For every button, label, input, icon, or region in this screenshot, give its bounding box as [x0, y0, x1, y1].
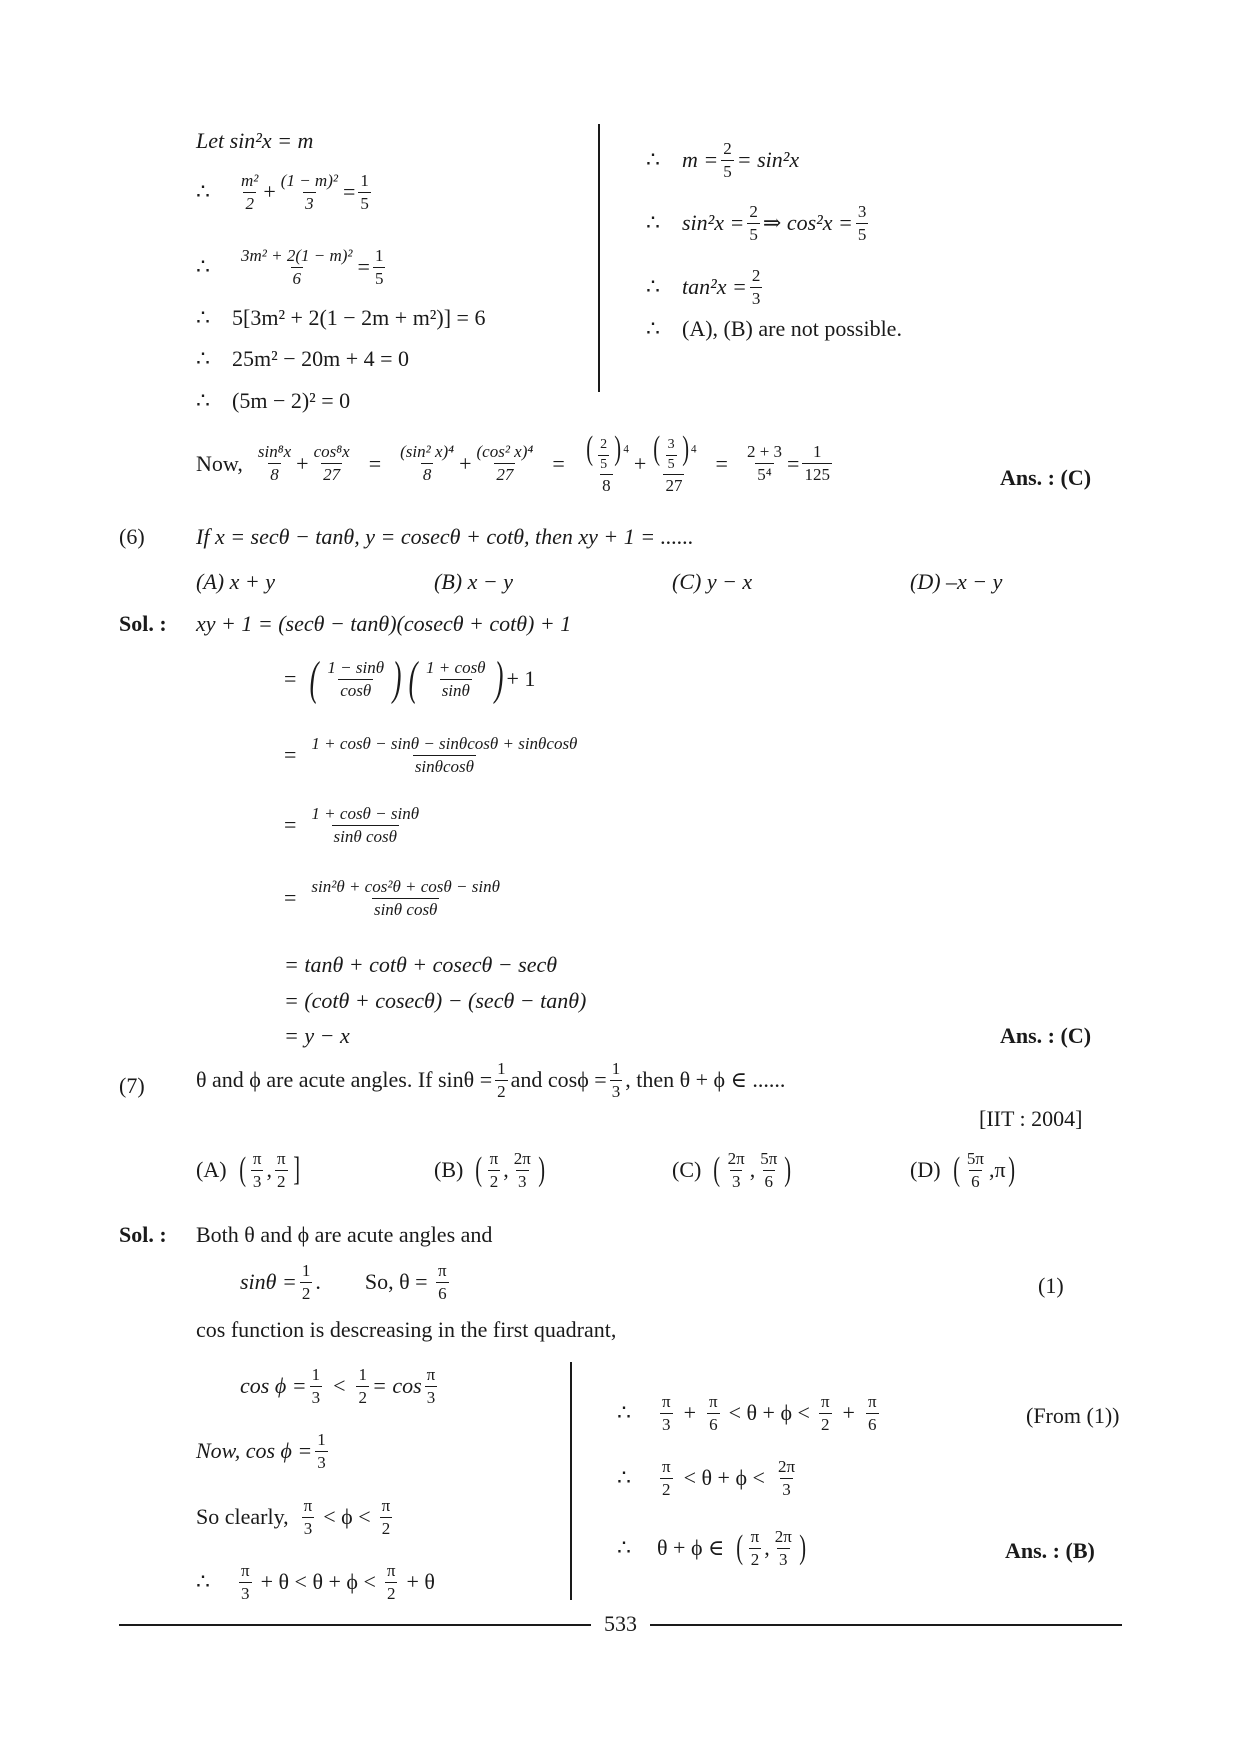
sol7-l2: Now, cos ϕ = $\frac{1}{3}$ [196, 1430, 326, 1472]
step2: ∴ $\frac{\text{3m² + 2(1 − m)²}}{6}$ = $\frac{1}{5}$ [196, 246, 384, 288]
sol7-line2: cos function is descreasing in the first quadrant, [196, 1317, 617, 1342]
q7-question: θ and ϕ are acute angles. If sinθ = $\frac{1}{2}$ and cosϕ = $\frac{1}{3}$ , then θ + ϕ ∈ ...... [196, 1059, 786, 1101]
now-line: Now, $\frac{\text{sin⁸x}}{8}$ + $\frac{\text{cos⁸x}}{27}$ = $\frac{\text{(sin² x)⁴}}{8}$ + $\frac{\text{(cos² x)⁴}}{27}$ = ( $\frac{2}{5}$ ) $^4$ 8 + ( $\frac{3}{5}$ ) $^4$ 27 = $\frac{2 + 3}{\text{5⁴}}$ = $\frac{1}{125}$ [196, 430, 830, 496]
q6-option-d: (D) –x − y [910, 569, 1003, 594]
step4: ∴ 25m² − 20m + 4 = 0 [196, 346, 410, 371]
q7-option-d: (D) ( $\frac{5\pi}{6}$ , π ) [910, 1149, 1015, 1191]
now-answer: Ans. : (C) [1000, 465, 1092, 490]
sol7-answer: Ans. : (B) [1005, 1538, 1095, 1563]
sol6-line3: = $\frac{1 + \cos\theta - \sin\theta}{\text{sinθ cosθ}}$ [284, 804, 420, 846]
sol6-line5: = tanθ + cotθ + cosecθ − secθ [284, 952, 558, 977]
column-divider-bottom [570, 1362, 572, 1600]
sol6-line6: = (cotθ + cosecθ) − (secθ − tanθ) [284, 988, 587, 1013]
sol7-line1: sinθ = $\frac{1}{2}$ . So, θ = $\frac{\pi}{6}$ [240, 1261, 447, 1303]
sol7-l4: ∴ $\frac{\pi}{3}$ + θ < θ + ϕ < $\frac{\pi}{2}$ + θ [196, 1561, 435, 1603]
q6-option-c: (C) y − x [672, 569, 753, 594]
sol6-line4: = $\frac{\text{sin²θ + cos²θ + cosθ − sinθ}}{\text{sinθ cosθ}}$ [284, 877, 500, 919]
tr-line3: ∴ tan²x = $\frac{2}{3}$ [646, 266, 761, 308]
q6-number: (6) [119, 524, 145, 549]
sol7-tag1: (1) [1038, 1273, 1064, 1298]
q6-question: If x = secθ − tanθ, y = cosecθ + cotθ, then xy + 1 = ...... [196, 524, 694, 549]
q7-option-c: (C) ( $\frac{2\pi}{3}$ , $\frac{5\pi}{6}$ ) [672, 1149, 792, 1191]
sol6-line2: = $\frac{1 + \cos\theta - \sin\theta - \sin\theta\cos\theta + \sin\theta\cos\theta}{\sin\theta\cos\theta}$ [284, 734, 578, 776]
sol7-label: Sol. : [119, 1222, 167, 1247]
sol7-l1: cos ϕ = $\frac{1}{3}$ < $\frac{1}{2}$ = cos $\frac{\pi}{3}$ [240, 1365, 436, 1407]
q7-source: [IIT : 2004] [979, 1106, 1083, 1131]
column-divider-top [598, 124, 600, 392]
let-line: Let sin²x = m [196, 128, 314, 153]
q7-option-b: (B) ( $\frac{\pi}{2}$ , $\frac{2\pi}{3}$ ) [434, 1149, 545, 1191]
sol7-r1-tag: (From (1)) [1026, 1403, 1120, 1428]
tr-line4: ∴ (A), (B) are not possible. [646, 316, 902, 341]
sol6-answer: Ans. : (C) [1000, 1023, 1092, 1048]
sol6-line0: xy + 1 = (secθ − tanθ)(cosecθ + cotθ) + 1 [196, 611, 572, 636]
step1: ∴ $\frac{\text{m²}}{2}$ + $\frac{\text{(1 − m)²}}{3}$ = $\frac{1}{5}$ [196, 171, 369, 213]
sol6-label: Sol. : [119, 611, 167, 636]
sol7-r2: ∴ $\frac{\pi}{2}$ < θ + ϕ < $\frac{2\pi}{3}$ [617, 1457, 796, 1499]
step5: ∴ (5m − 2)² = 0 [196, 388, 351, 413]
page-number: 533 [604, 1611, 637, 1636]
q7-option-a: (A) ( $\frac{\pi}{3}$ , $\frac{\pi}{2}$ ] [196, 1149, 300, 1191]
tr-line1: ∴ m = $\frac{2}{5}$ = sin²x [646, 139, 800, 181]
footer-rule-right [650, 1624, 1122, 1626]
sol7-l3: So clearly, $\frac{\pi}{3}$ < ϕ < $\frac{\pi}{2}$ [196, 1496, 391, 1538]
q7-number: (7) [119, 1073, 145, 1098]
sol6-line1: = ( $\frac{1 - \sin\theta}{\cos\theta}$ ) ( $\frac{1 + \cos\theta}{\sin\theta}$ ) + 1 [284, 652, 536, 705]
tr-line2: ∴ sin²x = $\frac{2}{5}$ ⇒ cos²x = $\frac{3}{5}$ [646, 202, 867, 244]
step3: ∴ 5[3m² + 2(1 − 2m + m²)] = 6 [196, 305, 486, 330]
q6-option-a: (A) x + y [196, 569, 275, 594]
q6-option-b: (B) x − y [434, 569, 513, 594]
sol6-line7: = y − x [284, 1023, 350, 1048]
sol7-line0: Both θ and ϕ are acute angles and [196, 1222, 493, 1247]
footer-rule-left [119, 1624, 591, 1626]
sol7-r1: ∴ $\frac{\pi}{3}$ + $\frac{\pi}{6}$ < θ + ϕ < $\frac{\pi}{2}$ + $\frac{\pi}{6}$ [617, 1392, 877, 1434]
sol7-r3: ∴ θ + ϕ ∈ ( $\frac{\pi}{2}$ , $\frac{2\pi}{3}$ ) [617, 1527, 806, 1569]
